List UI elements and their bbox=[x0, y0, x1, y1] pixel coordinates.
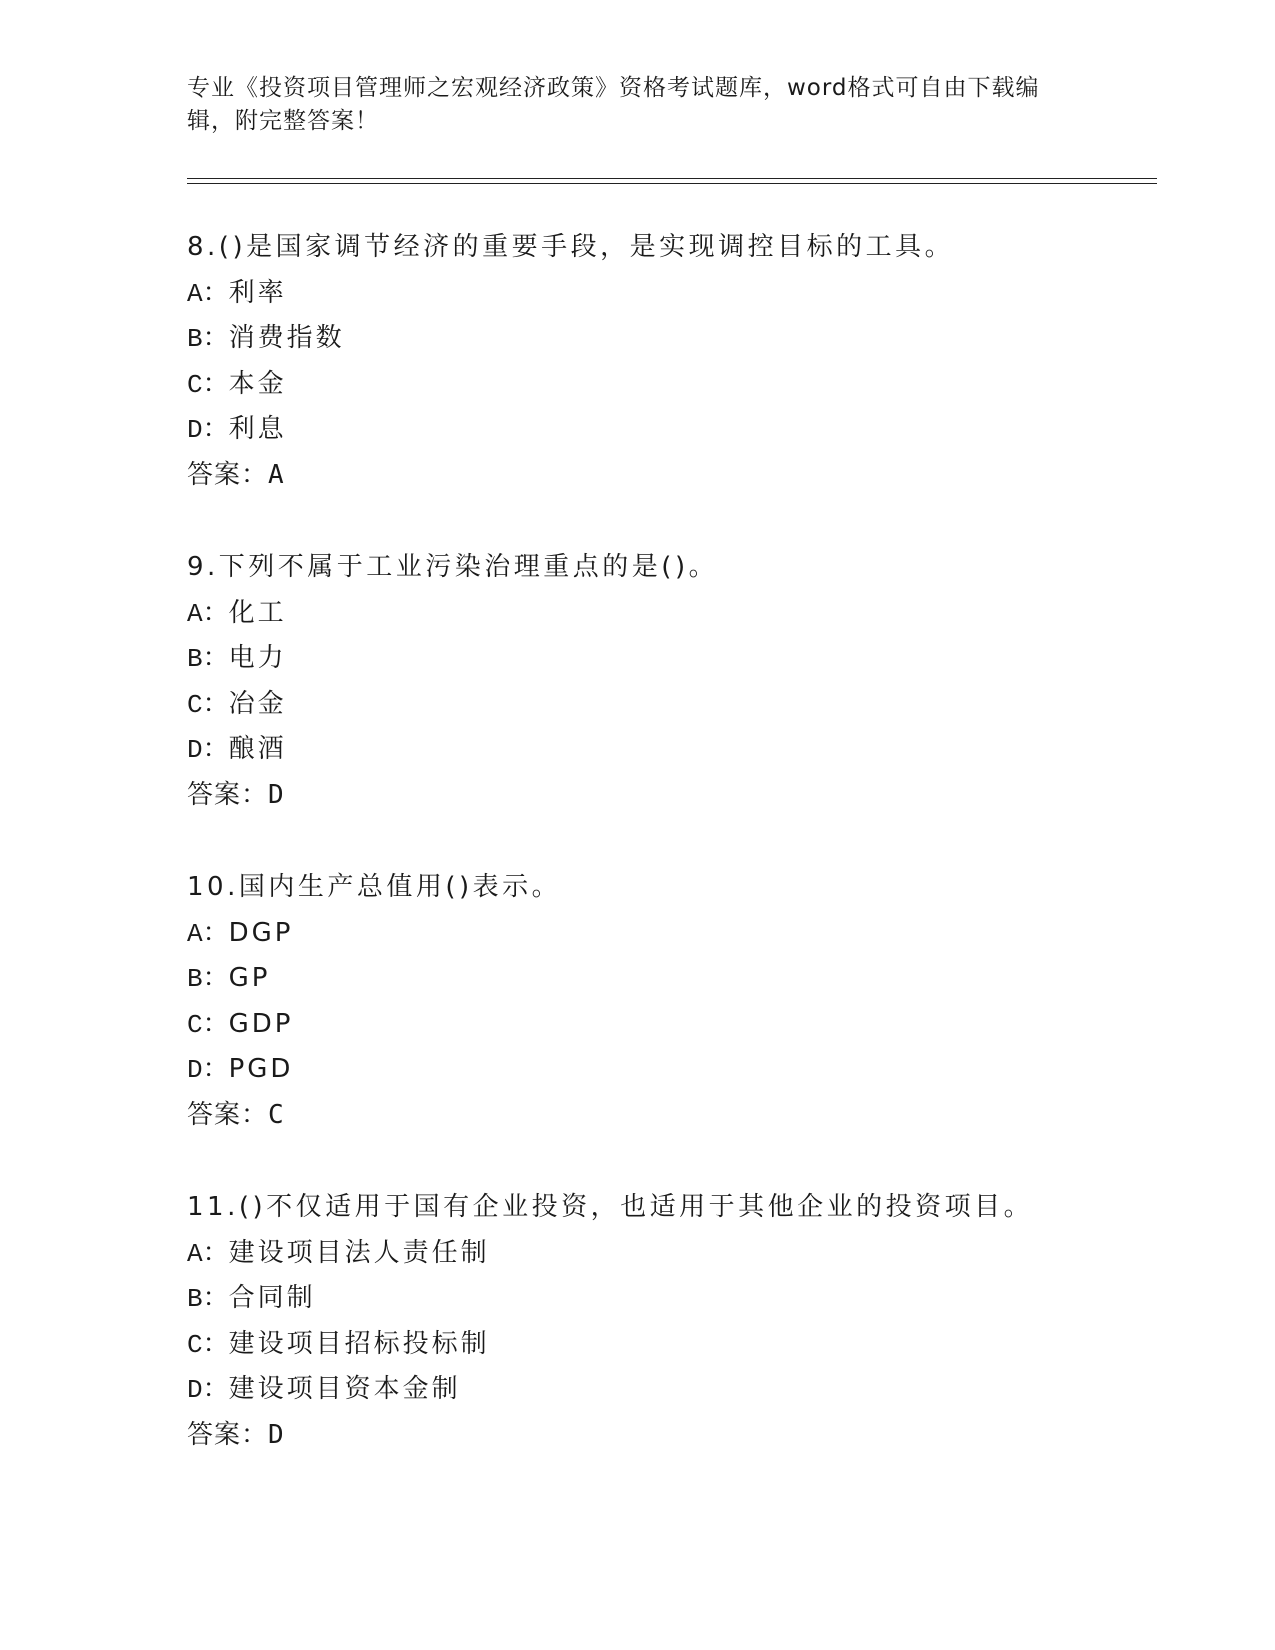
answer-label: 答案： bbox=[187, 1099, 269, 1130]
answer-label: 答案： bbox=[187, 1419, 269, 1450]
option-label: C： bbox=[187, 1329, 229, 1360]
option-text: 合同制 bbox=[228, 1283, 316, 1313]
option-text: 酿酒 bbox=[228, 734, 287, 764]
answer-value: A bbox=[268, 459, 285, 490]
answer-value: D bbox=[268, 1419, 285, 1450]
question-stem: 9.下列不属于工业污染治理重点的是()。 bbox=[187, 552, 719, 582]
option-label: B： bbox=[187, 324, 229, 354]
option-b bbox=[187, 1276, 1187, 1322]
question-8 bbox=[187, 225, 1187, 498]
option-text: 冶金 bbox=[228, 688, 287, 719]
option-label: B： bbox=[187, 1284, 229, 1314]
option-label: B： bbox=[187, 644, 229, 674]
option-text: 利率 bbox=[228, 277, 287, 308]
option-d bbox=[187, 727, 1187, 773]
option-label: D： bbox=[187, 415, 229, 445]
option-label: A： bbox=[187, 598, 229, 629]
option-label: B： bbox=[187, 964, 229, 994]
option-label: A： bbox=[187, 918, 229, 949]
answer-value: D bbox=[268, 779, 285, 810]
option-c bbox=[187, 362, 1187, 408]
option-text: DGP bbox=[228, 917, 294, 948]
header-divider-bottom bbox=[187, 183, 1157, 184]
option-label: D： bbox=[187, 1375, 229, 1405]
option-text: 建设项目法人责任制 bbox=[228, 1237, 490, 1268]
option-c bbox=[187, 1002, 1187, 1048]
option-a bbox=[187, 1231, 1187, 1277]
answer-line bbox=[187, 773, 1187, 819]
option-text: 本金 bbox=[228, 368, 287, 399]
question-stem: 11.()不仅适用于国有企业投资，也适用于其他企业的投资项目。 bbox=[187, 1192, 1034, 1222]
option-text: 建设项目招标投标制 bbox=[228, 1328, 490, 1359]
answer-label: 答案： bbox=[187, 459, 269, 490]
option-label: C： bbox=[187, 1009, 229, 1040]
option-text: 化工 bbox=[228, 597, 287, 628]
option-a bbox=[187, 271, 1187, 317]
option-b bbox=[187, 316, 1187, 362]
option-d bbox=[187, 407, 1187, 453]
option-text: 建设项目资本金制 bbox=[228, 1374, 461, 1404]
option-text: GP bbox=[228, 963, 271, 993]
option-label: A： bbox=[187, 1238, 229, 1269]
answer-line bbox=[187, 1093, 1187, 1139]
question-10 bbox=[187, 865, 1187, 1138]
option-d bbox=[187, 1047, 1187, 1093]
option-label: C： bbox=[187, 369, 229, 400]
question-stem: 8.()是国家调节经济的重要手段，是实现调控目标的工具。 bbox=[187, 232, 955, 262]
answer-line bbox=[187, 1413, 1187, 1459]
option-a bbox=[187, 591, 1187, 637]
header-divider-top bbox=[187, 178, 1157, 179]
answer-label: 答案： bbox=[187, 779, 269, 810]
option-text: 电力 bbox=[228, 643, 287, 673]
option-c bbox=[187, 682, 1187, 728]
header-line-2: 辑，附完整答案！ bbox=[187, 108, 379, 134]
option-text: 利息 bbox=[228, 414, 287, 444]
option-text: GDP bbox=[228, 1008, 294, 1039]
answer-line bbox=[187, 453, 1187, 499]
option-c bbox=[187, 1322, 1187, 1368]
option-label: C： bbox=[187, 689, 229, 720]
option-a bbox=[187, 911, 1187, 957]
option-text: PGD bbox=[228, 1054, 294, 1084]
question-11 bbox=[187, 1185, 1187, 1458]
option-label: A： bbox=[187, 278, 229, 309]
answer-value: C bbox=[268, 1099, 285, 1130]
header-line-1: 专业《投资项目管理师之宏观经济政策》资格考试题库，word格式可自由下载编 bbox=[187, 75, 1040, 101]
option-label: D： bbox=[187, 735, 229, 765]
option-b bbox=[187, 636, 1187, 682]
option-d bbox=[187, 1367, 1187, 1413]
question-9 bbox=[187, 545, 1187, 818]
question-stem: 10.国内生产总值用()表示。 bbox=[187, 872, 562, 902]
option-label: D： bbox=[187, 1055, 229, 1085]
document-header bbox=[187, 72, 1067, 138]
option-text: 消费指数 bbox=[228, 323, 345, 353]
option-b bbox=[187, 956, 1187, 1002]
